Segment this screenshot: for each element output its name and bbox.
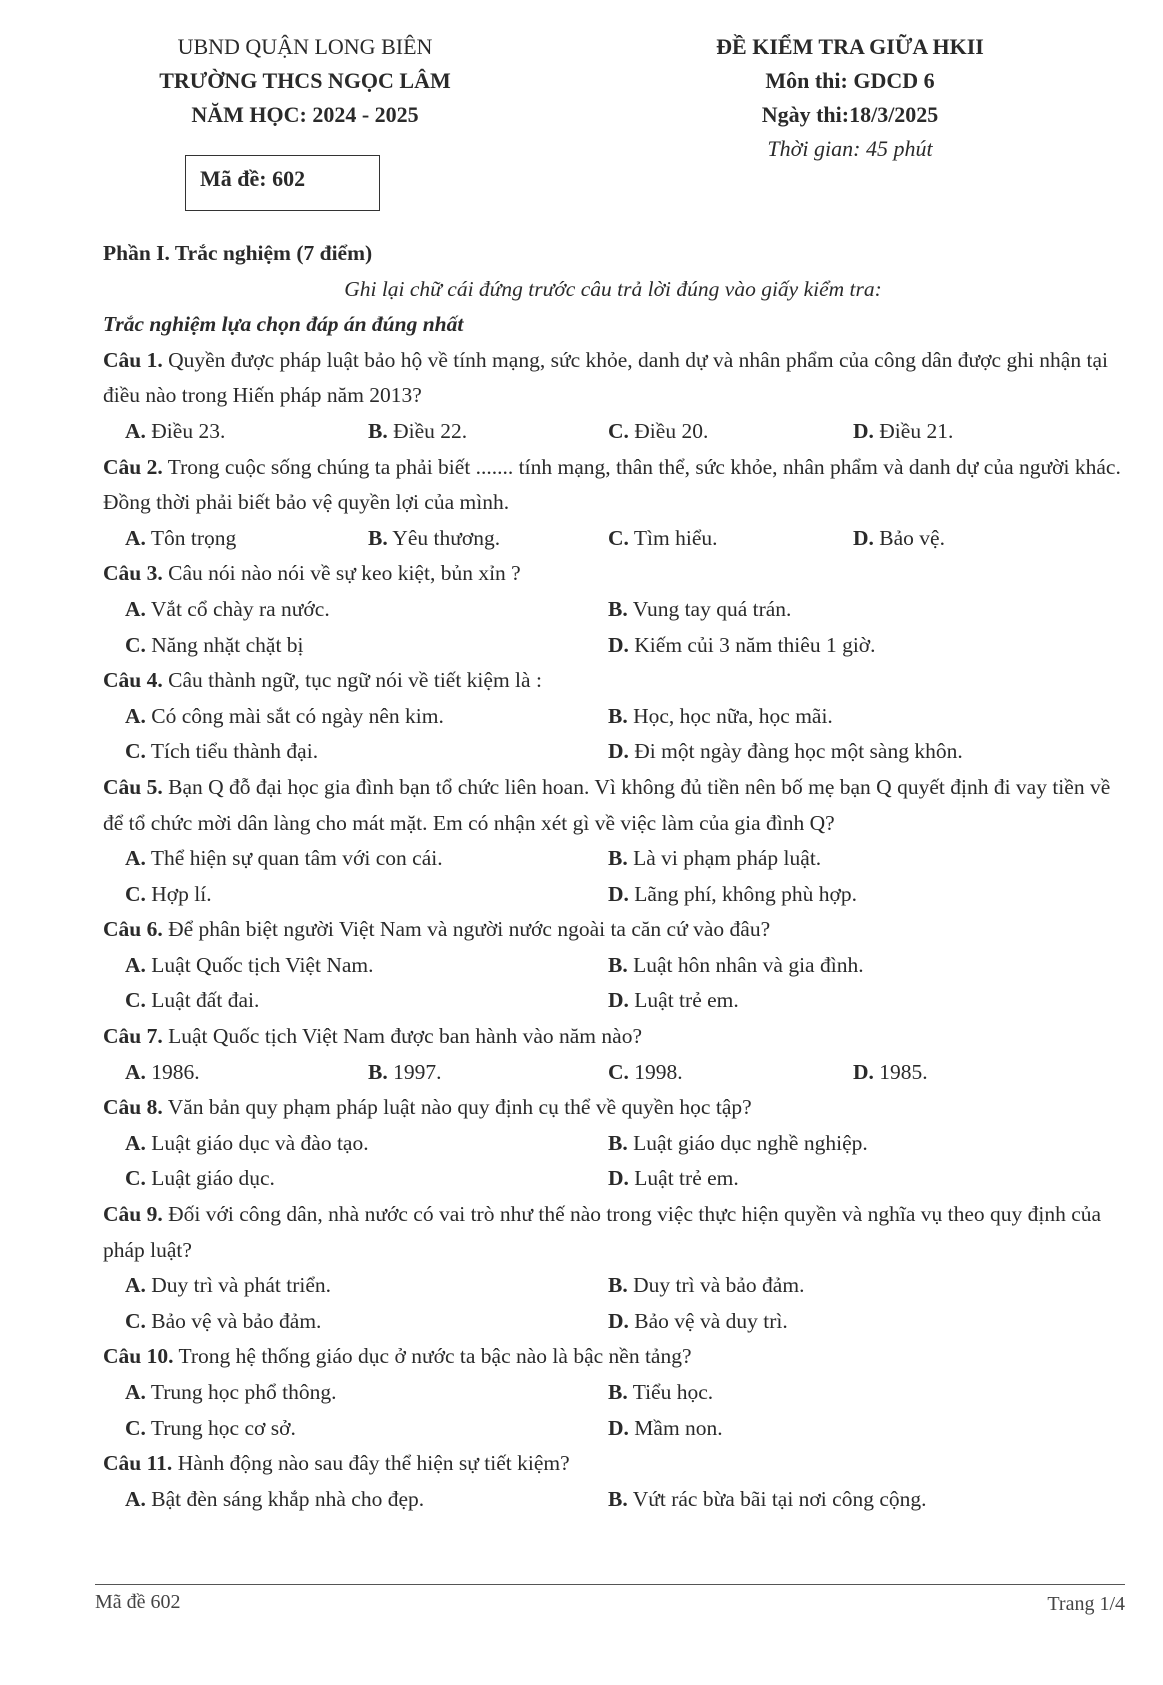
answer-option: A. 1986.	[125, 1059, 200, 1084]
answer-option: B. 1997.	[368, 1059, 442, 1084]
options-row	[103, 414, 1123, 450]
answer-option: A. Luật Quốc tịch Việt Nam.	[125, 952, 374, 977]
question-10	[103, 1339, 1123, 1375]
answer-option: D. Điều 21.	[853, 418, 954, 443]
answer-option: D. Luật trẻ em.	[608, 1166, 739, 1191]
question-label: Câu 9.	[103, 1202, 163, 1227]
question-text: Trong hệ thống giáo dục ở nước ta bậc nào là bậc nền tảng?	[178, 1344, 692, 1369]
school-name: TRƯỜNG THCS NGỌC LÂM	[159, 68, 451, 93]
part-title: Phần I. Trắc nghiệm (7 điểm)	[103, 241, 373, 265]
answer-option: D. 1985.	[853, 1059, 928, 1084]
answer-option: D. Đi một ngày đàng học một sàng khôn.	[608, 739, 963, 764]
question-text: Câu thành ngữ, tục ngữ nói về tiết kiệm là :	[168, 668, 542, 693]
options-row	[103, 948, 1123, 984]
options-row	[103, 1482, 1123, 1518]
question-7	[103, 1019, 1123, 1055]
answer-option: C. Luật đất đai.	[125, 988, 260, 1013]
answer-option: B. Điều 22.	[368, 418, 468, 443]
page-footer	[95, 1584, 1125, 1614]
answer-option: A. Điều 23.	[125, 418, 226, 443]
answer-option: A. Luật giáo dục và đào tạo.	[125, 1130, 369, 1155]
question-text: Quyền được pháp luật bảo hộ về tính mạng, sức khỏe, danh dự và nhân phẩm của công dân được ghi nhận tại điều nào trong Hiến pháp năm 2013?	[103, 347, 1108, 408]
question-text: Luật Quốc tịch Việt Nam được ban hành vào năm nào?	[168, 1024, 642, 1049]
answer-option: B. Tiểu học.	[608, 1380, 714, 1404]
options-row	[103, 1055, 1123, 1091]
answer-option: B. Là vi phạm pháp luật.	[608, 846, 822, 871]
answer-option: C. Năng nhặt chặt bị	[125, 632, 304, 657]
answer-option: C. Hợp lí.	[125, 881, 212, 906]
answer-option: A. Trung học phổ thông.	[125, 1380, 337, 1404]
question-text: Bạn Q đỗ đại học gia đình bạn tổ chức liên hoan. Vì không đủ tiền nên bố mẹ bạn Q quyết định đi vay tiền về để tổ chức mời dân làng cho mát mặt. Em có nhận xét gì về việc làm của gia đình Q?	[103, 774, 1111, 835]
exam-body	[103, 236, 1123, 1517]
question-9	[103, 1197, 1123, 1268]
options-row	[103, 841, 1123, 877]
answer-option: A. Thể hiện sự quan tâm với con cái.	[125, 846, 443, 871]
answer-option: B. Học, học nữa, học mãi.	[608, 703, 833, 728]
answer-option: A. Bật đèn sáng khắp nhà cho đẹp.	[125, 1486, 425, 1511]
answer-option: D. Mầm non.	[608, 1415, 723, 1440]
question-5	[103, 770, 1123, 841]
question-list	[103, 343, 1123, 1518]
question-1	[103, 343, 1123, 414]
question-label: Câu 4.	[103, 668, 163, 693]
school-header	[130, 30, 480, 132]
answer-option: B. Vung tay quá trán.	[608, 596, 792, 621]
options-row	[103, 1161, 1123, 1197]
exam-code-box: Mã đề: 602	[185, 155, 380, 211]
answer-option: D. Luật trẻ em.	[608, 988, 739, 1013]
answer-option: D. Bảo vệ.	[853, 525, 945, 550]
answer-option: D. Bảo vệ và duy trì.	[608, 1308, 788, 1333]
options-row	[103, 592, 1123, 628]
question-6	[103, 912, 1123, 948]
options-row	[103, 983, 1123, 1019]
exam-subject: Môn thi: GDCD 6	[765, 68, 935, 93]
district-name: UBND QUẬN LONG BIÊN	[177, 34, 433, 59]
options-row	[103, 1375, 1123, 1411]
answer-option: C. 1998.	[608, 1059, 683, 1084]
question-label: Câu 2.	[103, 454, 163, 479]
options-row	[103, 1268, 1123, 1304]
question-text: Câu nói nào nói về sự keo kiệt, bủn xỉn ?	[168, 561, 521, 586]
question-label: Câu 10.	[103, 1344, 174, 1369]
options-row	[103, 877, 1123, 913]
options-row	[103, 1304, 1123, 1340]
answer-option: B. Luật hôn nhân và gia đình.	[608, 952, 864, 977]
question-4	[103, 663, 1123, 699]
school-year: NĂM HỌC: 2024 - 2025	[191, 102, 419, 127]
answer-option: B. Duy trì và bảo đảm.	[608, 1273, 805, 1298]
answer-option: B. Yêu thương.	[368, 525, 501, 550]
exam-duration: Thời gian: 45 phút	[767, 136, 933, 161]
question-11	[103, 1446, 1123, 1482]
footer-exam-code: Mã đề 602	[95, 1591, 181, 1613]
answer-option: C. Trung học cơ sở.	[125, 1415, 296, 1440]
question-2	[103, 450, 1123, 521]
answer-option: A. Có công mài sắt có ngày nên kim.	[125, 703, 444, 728]
answer-option: C. Điều 20.	[608, 418, 709, 443]
answer-option: B. Vứt rác bừa bãi tại nơi công cộng.	[608, 1486, 927, 1511]
exam-date: Ngày thi:18/3/2025	[761, 102, 939, 127]
answer-option: A. Tôn trọng	[125, 525, 237, 550]
options-row	[103, 1411, 1123, 1447]
question-label: Câu 11.	[103, 1451, 173, 1476]
options-row	[103, 1126, 1123, 1162]
page-number: Trang 1/4	[1047, 1593, 1125, 1615]
options-row	[103, 734, 1123, 770]
question-3	[103, 556, 1123, 592]
instruction: Ghi lại chữ cái đứng trước câu trả lời đúng vào giấy kiểm tra:	[344, 276, 882, 301]
question-8	[103, 1090, 1123, 1126]
question-text: Đối với công dân, nhà nước có vai trò như thế nào trong việc thực hiện quyền và nghĩa vụ theo quy định của pháp luật?	[103, 1202, 1102, 1262]
answer-option: C. Bảo vệ và bảo đảm.	[125, 1308, 322, 1333]
answer-option: D. Kiếm củi 3 năm thiêu 1 giờ.	[608, 632, 876, 657]
question-text: Hành động nào sau đây thể hiện sự tiết kiệm?	[177, 1451, 570, 1476]
question-label: Câu 5.	[103, 774, 163, 799]
question-label: Câu 8.	[103, 1095, 163, 1120]
exam-title: ĐỀ KIỂM TRA GIỮA HKII	[716, 34, 984, 59]
answer-option: C. Tích tiểu thành đại.	[125, 739, 319, 764]
options-row	[103, 628, 1123, 664]
answer-option: A. Vắt cổ chày ra nước.	[125, 596, 330, 621]
answer-option: C. Luật giáo dục.	[125, 1166, 275, 1191]
options-row	[103, 699, 1123, 735]
question-text: Văn bản quy phạm pháp luật nào quy định cụ thể về quyền học tập?	[167, 1095, 752, 1120]
question-label: Câu 6.	[103, 917, 163, 942]
question-text: Để phân biệt người Việt Nam và người nước ngoài ta căn cứ vào đâu?	[168, 917, 771, 942]
options-row	[103, 521, 1123, 557]
answer-option: D. Lãng phí, không phù hợp.	[608, 881, 858, 906]
answer-option: B. Luật giáo dục nghề nghiệp.	[608, 1130, 868, 1155]
question-text: Trong cuộc sống chúng ta phải biết ....... tính mạng, thân thể, sức khỏe, nhân phẩm và danh dự của người khác. Đồng thời phải biết bảo vệ quyền lợi của mình.	[103, 454, 1121, 515]
answer-option: C. Tìm hiểu.	[608, 525, 718, 550]
question-label: Câu 1.	[103, 347, 163, 372]
question-label: Câu 7.	[103, 1024, 163, 1049]
section-subtitle: Trắc nghiệm lựa chọn đáp án đúng nhất	[103, 312, 464, 337]
answer-option: A. Duy trì và phát triển.	[125, 1273, 331, 1298]
question-label: Câu 3.	[103, 561, 163, 586]
exam-header	[690, 30, 1010, 166]
